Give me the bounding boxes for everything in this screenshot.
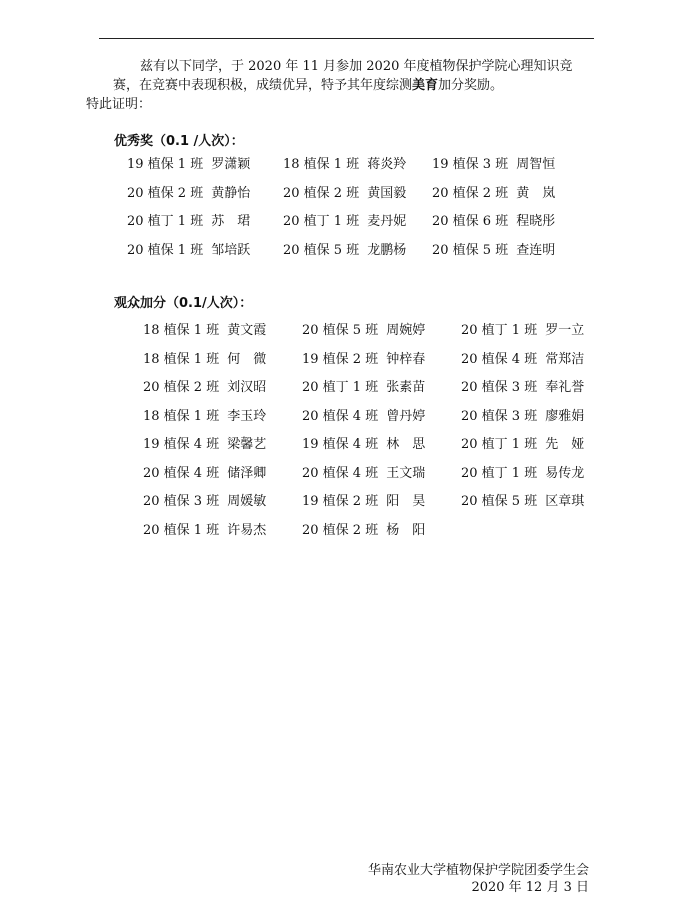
student-name: 区章琪	[545, 494, 585, 509]
student-name: 黄静怡	[211, 185, 251, 201]
student-class: 20 植保 5 班	[461, 494, 538, 509]
student-name: 麦丹妮	[367, 214, 407, 229]
student-name: 林 思	[386, 437, 426, 452]
student-name: 王文瑞	[386, 465, 426, 481]
student-entry	[127, 241, 250, 261]
student-entry	[143, 321, 266, 341]
student-class: 20 植丁 1 班	[461, 323, 538, 338]
student-name: 罗一立	[545, 323, 585, 338]
student-entry	[127, 155, 250, 175]
student-name: 李玉玲	[227, 408, 267, 424]
student-name: 奉礼誉	[545, 380, 585, 395]
student-class: 19 植保 2 班	[302, 351, 379, 367]
student-class: 20 植保 4 班	[143, 465, 220, 481]
student-entry	[283, 184, 406, 204]
student-class: 20 植保 4 班	[302, 408, 379, 424]
student-name: 曾丹婷	[386, 408, 426, 424]
student-name: 苏 珺	[211, 214, 251, 229]
student-class: 20 植保 5 班	[283, 242, 360, 258]
student-class: 20 植丁 1 班	[127, 214, 204, 229]
student-name: 程晓彤	[516, 214, 556, 229]
student-entry	[432, 184, 555, 204]
student-class: 20 植保 5 班	[432, 242, 509, 258]
intro-text-end: 加分奖励。	[438, 78, 504, 93]
intro-text: 兹有以下同学，于 2020 年 11 月参加 2020 年度植物保护学院心理知识竞赛，在竞赛中表现积极，成绩优异，特予其年度综测	[113, 59, 573, 93]
audience-bonus-title: 观众加分（0.1/人次）：	[114, 296, 253, 311]
student-class: 18 植保 1 班	[283, 157, 360, 172]
student-name: 周媛敏	[227, 494, 267, 509]
student-class: 20 植保 2 班	[143, 380, 220, 395]
student-entry	[143, 350, 266, 370]
student-entry	[302, 521, 425, 541]
intro-closing: 特此证明：	[86, 97, 152, 112]
student-name: 龙鹏杨	[367, 242, 407, 258]
student-entry	[143, 407, 266, 427]
student-name: 储泽卿	[227, 465, 267, 481]
excellent-award-title: 优秀奖（0.1 /人次）：	[114, 134, 244, 149]
student-entry	[302, 492, 425, 512]
intro-paragraph	[86, 57, 591, 114]
student-class: 20 植丁 1 班	[283, 214, 360, 229]
student-name: 黄文霞	[227, 323, 267, 338]
issue-date: 2020 年 12 月 3 日	[471, 880, 589, 895]
student-entry	[302, 378, 425, 398]
student-class: 20 植保 1 班	[143, 522, 220, 538]
student-entry	[127, 184, 250, 204]
student-entry	[143, 492, 266, 512]
student-name: 刘汉昭	[227, 380, 267, 395]
student-class: 18 植保 1 班	[143, 408, 220, 424]
student-name: 钟梓春	[386, 351, 426, 367]
student-name: 常郑洁	[545, 351, 585, 367]
student-name: 梁馨艺	[227, 437, 267, 452]
student-name: 许易杰	[227, 522, 267, 538]
student-class: 20 植保 2 班	[127, 185, 204, 201]
student-name: 查连明	[516, 242, 556, 258]
student-entry	[432, 155, 555, 175]
student-name: 周智恒	[516, 157, 556, 172]
student-class: 19 植保 3 班	[432, 157, 509, 172]
student-entry	[283, 155, 406, 175]
student-class: 20 植保 2 班	[302, 522, 379, 538]
student-name: 罗潇颖	[211, 157, 251, 172]
student-class: 20 植保 4 班	[461, 351, 538, 367]
student-name: 蒋炎羚	[367, 157, 407, 172]
student-class: 19 植保 4 班	[143, 437, 220, 452]
student-class: 20 植丁 1 班	[302, 380, 379, 395]
student-entry	[302, 435, 425, 455]
student-name: 杨 阳	[386, 522, 426, 538]
student-entry	[302, 350, 425, 370]
student-entry	[143, 464, 266, 484]
student-entry	[302, 464, 425, 484]
student-name: 何 微	[227, 351, 267, 367]
student-entry	[461, 492, 584, 512]
student-class: 20 植保 2 班	[283, 185, 360, 201]
student-class: 20 植保 4 班	[302, 465, 379, 481]
student-name: 黄国毅	[367, 185, 407, 201]
student-entry	[432, 212, 555, 232]
student-entry	[461, 321, 584, 341]
student-name: 廖雅娟	[545, 408, 585, 424]
student-entry	[461, 350, 584, 370]
student-class: 20 植保 3 班	[461, 380, 538, 395]
student-entry	[143, 521, 266, 541]
student-entry	[283, 212, 406, 232]
student-name: 周婉婷	[386, 323, 426, 338]
student-class: 18 植保 1 班	[143, 351, 220, 367]
student-class: 19 植保 1 班	[127, 157, 204, 172]
student-class: 20 植保 1 班	[127, 242, 204, 258]
student-class: 20 植保 2 班	[432, 185, 509, 201]
student-class: 18 植保 1 班	[143, 323, 220, 338]
header-rule	[99, 38, 594, 39]
student-class: 20 植保 5 班	[302, 323, 379, 338]
student-class: 20 植丁 1 班	[461, 437, 538, 452]
student-entry	[127, 212, 250, 232]
student-entry	[432, 241, 555, 261]
student-entry	[461, 407, 584, 427]
student-class: 20 植保 3 班	[461, 408, 538, 424]
student-entry	[143, 435, 266, 455]
student-name: 邹培跃	[211, 242, 251, 258]
student-entry	[461, 435, 584, 455]
student-name: 先 娅	[545, 437, 585, 452]
student-entry	[461, 378, 584, 398]
intro-highlight: 美育	[412, 78, 439, 93]
student-class: 19 植保 2 班	[302, 494, 379, 509]
student-entry	[143, 378, 266, 398]
student-name: 黄 岚	[516, 185, 556, 201]
student-entry	[461, 464, 584, 484]
student-entry	[283, 241, 406, 261]
student-entry	[302, 407, 425, 427]
student-class: 20 植丁 1 班	[461, 465, 538, 481]
student-class: 20 植保 6 班	[432, 214, 509, 229]
student-name: 易传龙	[545, 465, 585, 481]
student-name: 阳 昊	[386, 494, 426, 509]
student-name: 张素苗	[386, 380, 426, 395]
issuer-organization: 华南农业大学植物保护学院团委学生会	[367, 863, 589, 878]
student-class: 20 植保 3 班	[143, 494, 220, 509]
student-class: 19 植保 4 班	[302, 437, 379, 452]
student-entry	[302, 321, 425, 341]
